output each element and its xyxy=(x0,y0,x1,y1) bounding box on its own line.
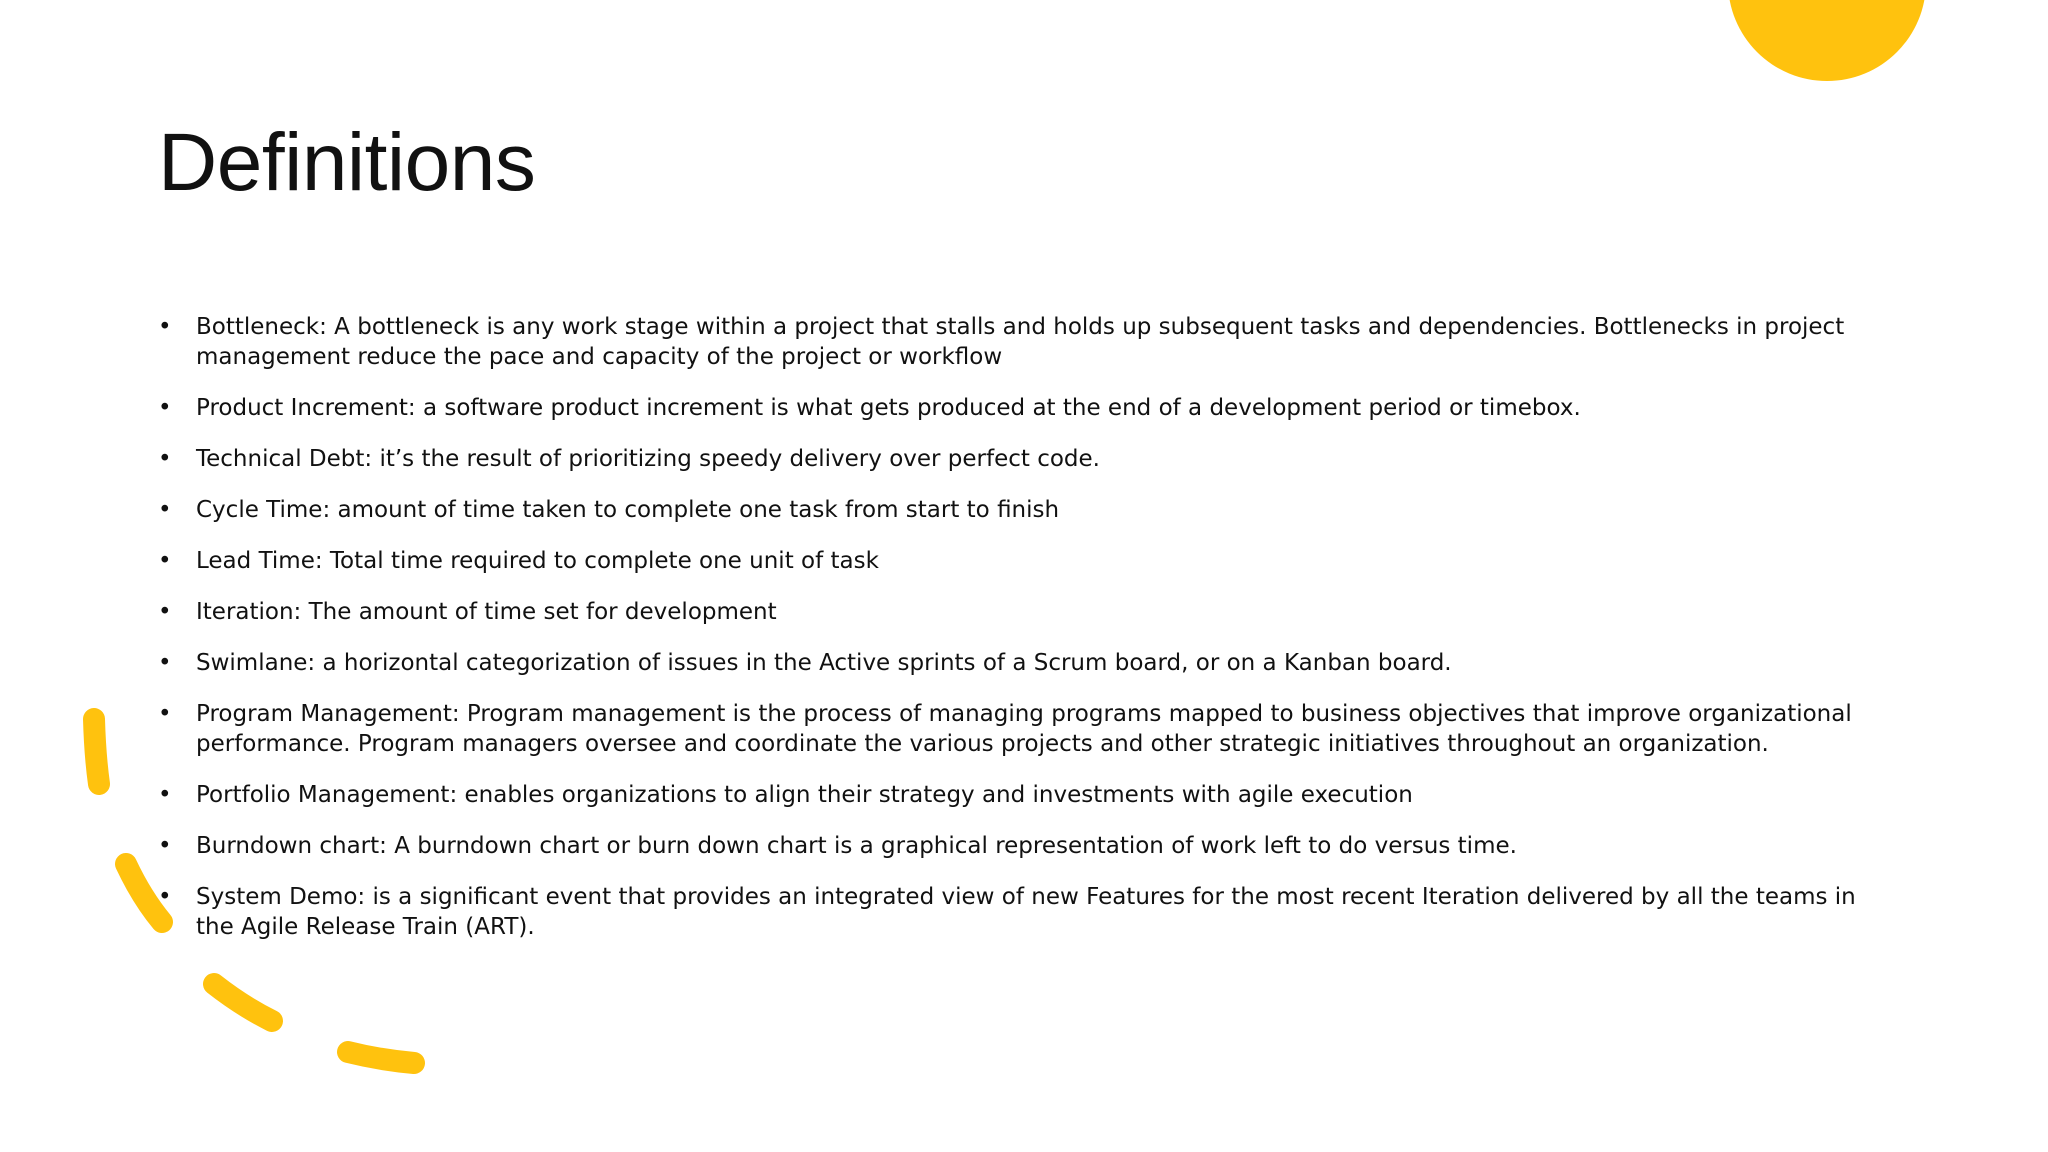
definition-text: Bottleneck: A bottleneck is any work stage within a project that stalls and holds up subsequent tasks and dependencies. Bottlenecks in project management reduce the pace and capacity of the project or workflow xyxy=(196,314,1845,370)
bullet-icon: • xyxy=(158,548,172,574)
definition-text: Portfolio Management: enables organizations to align their strategy and investments with agile execution xyxy=(196,782,1413,808)
definition-text: Technical Debt: it’s the result of prioritizing speedy delivery over perfect code. xyxy=(196,446,1100,472)
definition-text: Product Increment: a software product increment is what gets produced at the end of a development period or timebox. xyxy=(196,395,1581,421)
definition-text: Program Management: Program management is the process of managing programs mapped to business objectives that improve organizational performance. Program managers oversee and coordinate the various projects and other strategic initiatives throughout an organization. xyxy=(196,701,1852,757)
definition-text: Lead Time: Total time required to complete one unit of task xyxy=(196,548,879,574)
bullet-icon: • xyxy=(158,446,172,472)
list-item xyxy=(158,495,1878,525)
definition-text: Cycle Time: amount of time taken to complete one task from start to finish xyxy=(196,497,1060,523)
bullet-icon: • xyxy=(158,650,172,676)
list-item xyxy=(158,699,1878,759)
slide-title: Definitions xyxy=(158,117,536,208)
bullet-icon: • xyxy=(158,314,172,340)
list-item xyxy=(158,312,1878,372)
bullet-icon: • xyxy=(158,701,172,727)
bullet-icon: • xyxy=(158,833,172,859)
bullet-icon: • xyxy=(158,497,172,523)
definition-text: Swimlane: a horizontal categorization of issues in the Active sprints of a Scrum board, or on a Kanban board. xyxy=(196,650,1452,676)
dash-stroke xyxy=(214,984,272,1021)
list-item xyxy=(158,780,1878,810)
list-item xyxy=(158,831,1878,861)
bullet-icon: • xyxy=(158,395,172,421)
dash-stroke xyxy=(94,719,99,784)
definition-text: Iteration: The amount of time set for development xyxy=(196,599,777,625)
bullet-icon: • xyxy=(158,599,172,625)
list-item xyxy=(158,546,1878,576)
bullet-icon: • xyxy=(158,884,172,910)
list-item xyxy=(158,648,1878,678)
list-item xyxy=(158,597,1878,627)
definitions-list xyxy=(158,312,1878,963)
bullet-icon: • xyxy=(158,782,172,808)
list-item xyxy=(158,444,1878,474)
definition-text: System Demo: is a significant event that provides an integrated view of new Features for the most recent Iteration delivered by all the teams in the Agile Release Train (ART). xyxy=(196,884,1856,940)
definition-text: Burndown chart: A burndown chart or burn down chart is a graphical representation of work left to do versus time. xyxy=(196,833,1517,859)
list-item xyxy=(158,393,1878,423)
list-item xyxy=(158,882,1878,942)
dash-stroke xyxy=(126,864,162,922)
accent-circle xyxy=(1728,0,1926,81)
dash-stroke xyxy=(348,1052,414,1063)
